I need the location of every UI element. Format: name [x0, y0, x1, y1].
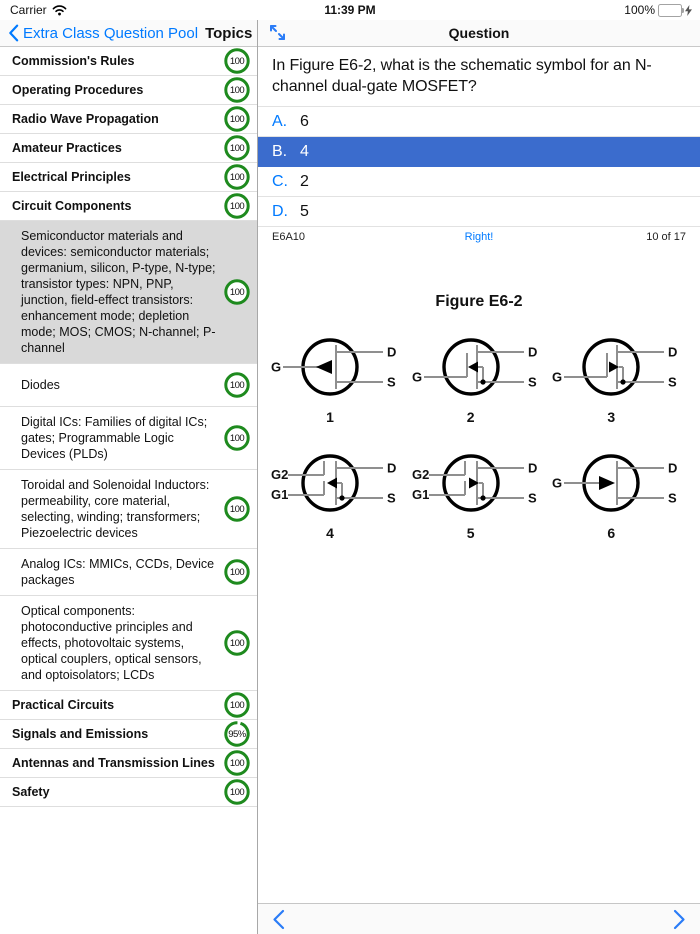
back-button[interactable] [8, 24, 198, 42]
sidebar-nav-bar [0, 20, 257, 47]
symbol-number-label: 4 [326, 525, 334, 542]
score-badge [223, 192, 251, 220]
answer-letter: D. [272, 202, 288, 220]
transistor-symbol-1 [268, 325, 404, 409]
topic-label: Analog ICs: MMICs, CCDs, Device packages [21, 557, 215, 587]
figure-symbol-cell [268, 441, 409, 541]
score-badge [223, 495, 251, 523]
score-badge-value: 100 [229, 566, 245, 578]
topic-label: Radio Wave Propagation [12, 112, 159, 126]
transistor-symbol-5 [409, 441, 545, 525]
sidebar-topic-row[interactable] [0, 105, 257, 134]
progress-indicator: 10 of 17 [646, 231, 686, 244]
battery-icon [658, 4, 682, 17]
svg-text:S: S [668, 490, 677, 506]
svg-text:S: S [668, 374, 677, 390]
score-badge-value: 100 [229, 637, 245, 649]
answer-row[interactable] [258, 167, 700, 197]
score-badge-value: 100 [229, 200, 245, 212]
sidebar-topic-row[interactable] [0, 47, 257, 76]
topic-label: Toroidal and Solenoidal Inductors: permeability, core material, selecting, winding; transformers; Piezoelectric devices [21, 478, 210, 540]
score-badge [223, 629, 251, 657]
sidebar-topic-row[interactable] [0, 778, 257, 807]
panel-title: Question [448, 25, 510, 41]
answer-letter: B. [272, 142, 288, 160]
answer-value: 5 [300, 202, 309, 220]
svg-text:G: G [411, 369, 422, 385]
status-bar [0, 0, 700, 20]
figure-symbol-cell [409, 325, 550, 425]
score-badge [223, 371, 251, 399]
svg-text:G1: G1 [271, 487, 289, 503]
topic-label: Operating Procedures [12, 83, 144, 97]
question-nav-bar [258, 20, 700, 47]
topic-label: Commission's Rules [12, 54, 135, 68]
score-badge-value: 100 [229, 55, 245, 67]
svg-text:G2: G2 [271, 467, 289, 483]
topic-label: Signals and Emissions [12, 727, 149, 741]
svg-text:G1: G1 [411, 487, 429, 503]
back-chevron-icon [8, 24, 19, 42]
topic-label: Amateur Practices [12, 141, 122, 155]
symbol-number-label: 2 [466, 409, 475, 426]
svg-text:D: D [387, 344, 397, 360]
score-badge-value: 100 [229, 84, 245, 96]
score-badge [223, 278, 251, 306]
svg-text:G: G [552, 475, 563, 491]
answer-row[interactable] [258, 107, 700, 137]
answer-value: 2 [300, 172, 309, 190]
sidebar-topic-row[interactable] [0, 749, 257, 778]
svg-text:S: S [387, 374, 396, 390]
figure-grid [268, 325, 690, 541]
symbol-number-label: 6 [607, 525, 616, 542]
score-badge-value: 100 [229, 113, 245, 125]
svg-text:D: D [527, 344, 538, 360]
svg-text:D: D [668, 460, 678, 476]
sidebar-topic-row[interactable] [0, 470, 257, 549]
symbol-number-label: 5 [466, 525, 475, 542]
svg-text:G: G [552, 369, 563, 385]
topic-label: Antennas and Transmission Lines [12, 756, 215, 770]
answer-letter: C. [272, 172, 288, 190]
svg-text:G: G [271, 359, 282, 375]
score-badge-value: 100 [229, 503, 245, 515]
score-badge-value: 100 [229, 699, 245, 711]
symbol-number-label: 1 [326, 409, 334, 426]
question-panel [258, 20, 700, 934]
symbol-number-label: 3 [607, 409, 616, 426]
figure-title: Figure E6-2 [435, 293, 523, 311]
svg-text:S: S [527, 374, 537, 390]
topic-label: Electrical Principles [12, 170, 131, 184]
score-badge [223, 749, 251, 777]
figure-symbol-cell [549, 325, 690, 425]
transistor-symbol-3 [549, 325, 685, 409]
carrier-label: Carrier [10, 3, 47, 17]
svg-text:S: S [387, 490, 396, 506]
topic-list [0, 47, 257, 807]
topics-sidebar [0, 20, 258, 934]
sidebar-topic-row[interactable] [0, 720, 257, 749]
figure-symbol-cell [268, 325, 409, 425]
topic-label: Practical Circuits [12, 698, 115, 712]
score-badge [223, 778, 251, 806]
score-badge [223, 134, 251, 162]
svg-text:D: D [668, 344, 678, 360]
topic-label: Safety [12, 785, 50, 799]
score-badge-value: 95% [228, 728, 246, 740]
answer-row[interactable] [258, 197, 700, 227]
score-badge-value: 100 [229, 142, 245, 154]
score-badge [223, 720, 251, 748]
score-badge [223, 163, 251, 191]
answer-value: 4 [300, 142, 309, 160]
battery-percent-label: 100% [624, 3, 655, 17]
score-badge [223, 47, 251, 75]
transistor-symbol-4 [268, 441, 404, 525]
answer-value: 6 [300, 112, 309, 130]
topic-label: Optical components: photoconductive principles and effects, photovoltaic systems, optical couplers, optical sensors, and optoisolators; LCDs [21, 604, 202, 682]
topic-label: Semiconductor materials and devices: semiconductor materials; germanium, silicon, P-type, N-type; transistor types: NPN, PNP, junction, field-effect transistors: enhancement mode; depletion mode; MOS; CMOS; N-channel; P-channel [21, 229, 216, 355]
sidebar-topic-row[interactable] [0, 691, 257, 720]
question-text: In Figure E6-2, what is the schematic symbol for an N-channel dual-gate MOSFET? [258, 47, 700, 107]
figure-e6-2 [258, 293, 700, 541]
score-badge-value: 100 [229, 379, 245, 391]
chevron-right-icon [673, 909, 686, 930]
sidebar-topic-row[interactable] [0, 192, 257, 221]
score-badge-value: 100 [229, 286, 245, 298]
expand-icon[interactable] [268, 23, 287, 45]
sidebar-topic-row[interactable] [0, 407, 257, 470]
bottom-toolbar [258, 903, 700, 934]
sidebar-topic-row[interactable] [0, 596, 257, 691]
score-badge-value: 100 [229, 757, 245, 769]
sidebar-topic-row[interactable] [0, 364, 257, 407]
answer-letter: A. [272, 112, 288, 130]
previous-question-button[interactable] [272, 909, 285, 930]
score-badge-value: 100 [229, 786, 245, 798]
figure-symbol-cell [549, 441, 690, 541]
answer-list [258, 107, 700, 227]
answer-row[interactable] [258, 137, 700, 167]
chevron-left-icon [272, 909, 285, 930]
charging-bolt-icon [685, 5, 692, 16]
transistor-symbol-6 [549, 441, 685, 525]
sidebar-topic-row[interactable] [0, 76, 257, 105]
back-button-label: Extra Class Question Pool [23, 24, 199, 42]
score-badge-value: 100 [229, 171, 245, 183]
transistor-symbol-2 [409, 325, 545, 409]
wifi-icon [52, 4, 67, 16]
figure-symbol-cell [409, 441, 550, 541]
svg-text:D: D [527, 460, 538, 476]
svg-text:G2: G2 [411, 467, 429, 483]
topic-label: Circuit Components [12, 199, 132, 213]
svg-text:S: S [527, 490, 537, 506]
sidebar-topic-row[interactable] [0, 221, 257, 364]
sidebar-title: Topics [205, 24, 253, 42]
topic-label: Digital ICs: Families of digital ICs; gates; Programmable Logic Devices (PLDs) [21, 415, 208, 461]
svg-text:D: D [387, 460, 397, 476]
question-id: E6A10 [272, 231, 306, 244]
topic-label: Diodes [21, 378, 60, 392]
sidebar-topic-row[interactable] [0, 549, 257, 596]
question-meta-row [258, 227, 700, 249]
score-badge [223, 691, 251, 719]
score-badge-value: 100 [229, 432, 245, 444]
sidebar-topic-row[interactable] [0, 134, 257, 163]
score-badge [223, 424, 251, 452]
score-badge [223, 76, 251, 104]
clock: 11:39 PM [324, 3, 376, 17]
sidebar-topic-row[interactable] [0, 163, 257, 192]
score-badge [223, 105, 251, 133]
next-question-button[interactable] [673, 909, 686, 930]
result-status: Right! [464, 231, 494, 244]
score-badge [223, 558, 251, 586]
